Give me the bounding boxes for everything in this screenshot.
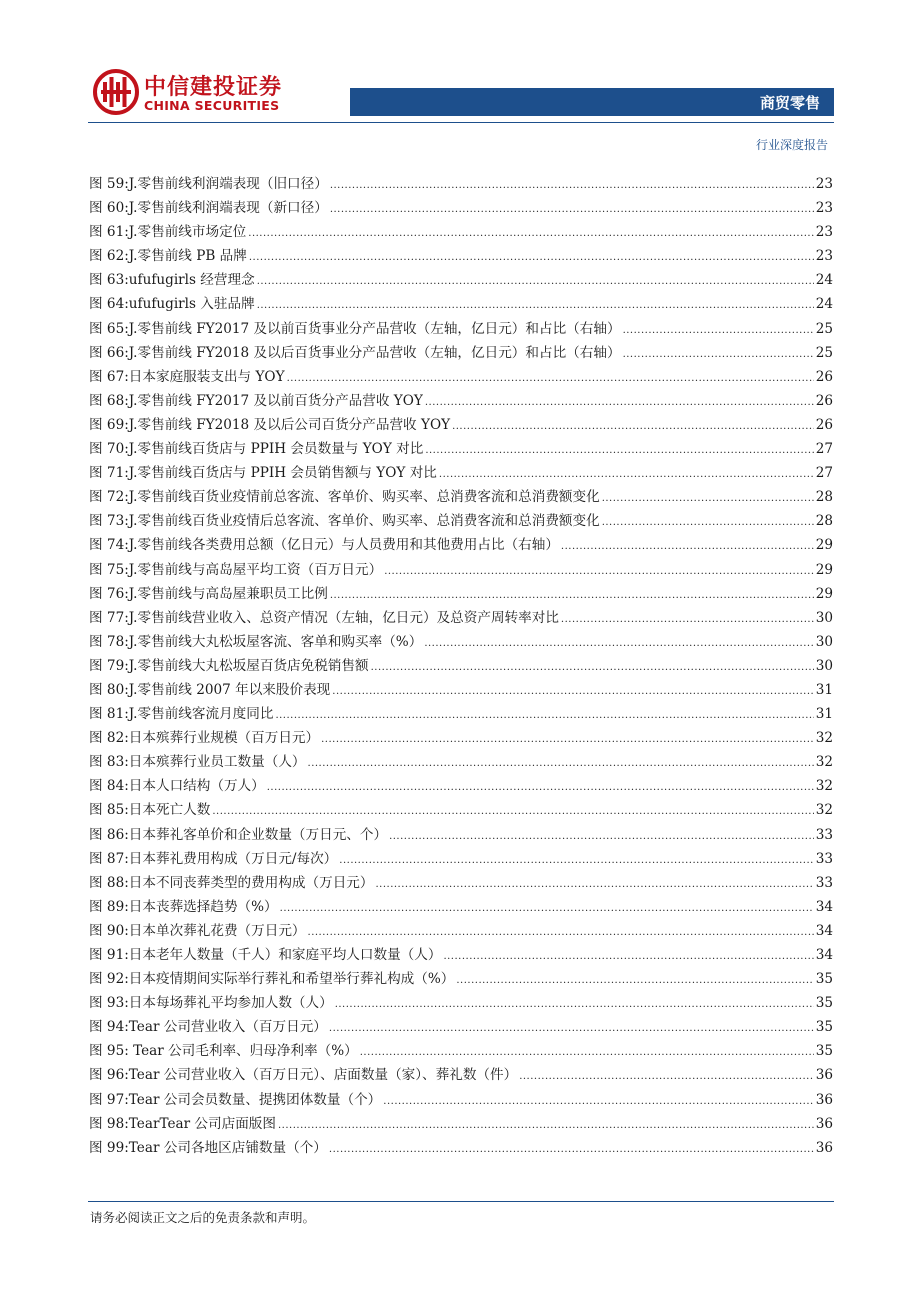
toc-leader-dots: [280, 895, 814, 919]
toc-entry-page: 34: [815, 898, 833, 915]
toc-entry[interactable]: [89, 341, 833, 365]
toc-entry-page: 27: [815, 441, 833, 458]
toc-entry-page: 29: [815, 537, 833, 554]
toc-entry-title: 图 99:Tear 公司各地区店铺数量（个）: [89, 1139, 327, 1156]
toc-entry[interactable]: [89, 292, 833, 316]
sector-banner: [350, 88, 834, 116]
toc-entry[interactable]: [89, 389, 833, 413]
toc-entry-page: 25: [815, 344, 833, 361]
toc-entry-title: 图 75:J.零售前线与高岛屋平均工资（百万日元）: [89, 561, 383, 578]
toc-leader-dots: [329, 1015, 814, 1039]
toc-leader-dots: [383, 1088, 813, 1112]
toc-entry[interactable]: [89, 558, 833, 582]
toc-entry[interactable]: [89, 1136, 833, 1160]
toc-entry-page: 26: [815, 392, 833, 409]
toc-entry[interactable]: [89, 172, 833, 196]
toc-entry[interactable]: [89, 244, 833, 268]
toc-leader-dots: [371, 654, 814, 678]
toc-entry-title: 图 69:J.零售前线 FY2018 及以后公司百货分产品营收 YOY: [89, 416, 451, 433]
toc-leader-dots: [439, 461, 814, 485]
toc-leader-dots: [329, 1136, 814, 1160]
toc-entry-title: 图 79:J.零售前线大丸松坂屋百货店免税销售额: [89, 657, 369, 674]
toc-entry-title: 图 60:J.零售前线利润端表现（新口径）: [89, 200, 328, 217]
toc-entry[interactable]: [89, 317, 833, 341]
toc-entry-title: 图 64:ufufugirls 入驻品牌: [89, 296, 255, 313]
toc-entry-page: 36: [815, 1067, 833, 1084]
toc-entry-page: 28: [815, 513, 833, 530]
toc-entry-page: 33: [815, 874, 833, 891]
toc-leader-dots: [384, 558, 813, 582]
toc-leader-dots: [212, 798, 813, 822]
toc-entry-title: 图 90:日本单次葬礼花费（万日元）: [89, 922, 306, 939]
toc-leader-dots: [339, 847, 813, 871]
toc-entry[interactable]: [89, 437, 833, 461]
toc-entry-title: 图 63:ufufugirls 经营理念: [89, 272, 255, 289]
toc-entry-page: 33: [815, 850, 833, 867]
toc-entry[interactable]: [89, 654, 833, 678]
toc-entry-page: 36: [815, 1139, 833, 1156]
toc-entry[interactable]: [89, 268, 833, 292]
toc-leader-dots: [425, 389, 814, 413]
toc-leader-dots: [321, 726, 814, 750]
toc-leader-dots: [602, 485, 814, 509]
toc-entry-title: 图 96:Tear 公司营业收入（百万日元）、店面数量（家）、葬礼数（件）: [89, 1067, 518, 1084]
toc-leader-dots: [335, 991, 814, 1015]
toc-entry[interactable]: [89, 485, 833, 509]
toc-leader-dots: [623, 341, 814, 365]
toc-entry-title: 图 62:J.零售前线 PB 品牌: [89, 248, 247, 265]
toc-leader-dots: [360, 1039, 814, 1063]
toc-entry[interactable]: [89, 967, 833, 991]
toc-entry-title: 图 91:日本老年人数量（千人）和家庭平均人口数量（人）: [89, 947, 442, 963]
toc-entry-page: 23: [815, 200, 833, 217]
toc-entry-page: 32: [815, 754, 833, 771]
toc-entry-page: 35: [815, 1019, 833, 1036]
footer-disclaimer: 请务必阅读正文之后的免责条款和声明。: [90, 1210, 316, 1225]
toc-entry-title: 图 77:J.零售前线营业收入、总资产情况（左轴，亿日元）及总资产周转率对比: [89, 609, 559, 626]
toc-entry-page: 32: [815, 802, 833, 819]
toc-entry[interactable]: [89, 847, 833, 871]
toc-entry[interactable]: [89, 871, 833, 895]
toc-entry-page: 34: [815, 922, 833, 939]
toc-entry[interactable]: [89, 365, 833, 389]
toc-entry-title: 图 80:J.零售前线 2007 年以来股价表现: [89, 681, 331, 698]
toc-leader-dots: [443, 943, 813, 967]
toc-entry-page: 31: [815, 681, 833, 698]
toc-leader-dots: [249, 244, 814, 268]
toc-entry[interactable]: [89, 943, 833, 967]
china-securities-logo-icon: [92, 68, 140, 116]
toc-entry-title: 图 92:日本疫情期间实际举行葬礼和希望举行葬礼构成（%）: [89, 971, 455, 988]
toc-leader-dots: [561, 606, 814, 630]
toc-entry[interactable]: [89, 823, 833, 847]
toc-leader-dots: [308, 750, 814, 774]
toc-leader-dots: [425, 437, 813, 461]
toc-entry-title: 图 74:J.零售前线各类费用总额（亿日元）与人员费用和其他费用占比（右轴）: [89, 537, 559, 554]
toc-entry[interactable]: [89, 630, 833, 654]
toc-leader-dots: [602, 509, 814, 533]
toc-entry[interactable]: [89, 1112, 833, 1136]
toc-entry-page: 33: [815, 826, 833, 843]
toc-entry[interactable]: [89, 919, 833, 943]
toc-entry[interactable]: [89, 1088, 833, 1112]
toc-entry[interactable]: [89, 726, 833, 750]
toc-entry-title: 图 83:日本殡葬行业员工数量（人）: [89, 754, 306, 771]
toc-entry[interactable]: [89, 509, 833, 533]
toc-entry-page: 30: [815, 633, 833, 650]
toc-leader-dots: [308, 919, 814, 943]
toc-leader-dots: [452, 413, 814, 437]
toc-leader-dots: [267, 774, 814, 798]
toc-entry-title: 图 81:J.零售前线客流月度同比: [89, 706, 274, 723]
toc-entry[interactable]: [89, 196, 833, 220]
toc-leader-dots: [330, 582, 814, 606]
toc-entry-title: 图 70:J.零售前线百货店与 PPIH 会员数量与 YOY 对比: [89, 441, 424, 458]
toc-leader-dots: [248, 220, 813, 244]
toc-entry-page: 31: [815, 706, 833, 723]
toc-leader-dots: [389, 823, 814, 847]
toc-leader-dots: [519, 1063, 813, 1087]
toc-entry-page: 36: [815, 1115, 833, 1132]
toc-entry[interactable]: [89, 702, 833, 726]
toc-entry-page: 23: [815, 224, 833, 241]
toc-entry-page: 26: [815, 368, 833, 385]
toc-entry-title: 图 68:J.零售前线 FY2017 及以前百货分产品营收 YOY: [89, 392, 423, 409]
toc-leader-dots: [456, 967, 813, 991]
figure-list: [89, 172, 833, 1160]
toc-leader-dots: [330, 196, 814, 220]
toc-entry-page: 26: [815, 416, 833, 433]
header-divider: [88, 122, 834, 123]
toc-entry-page: 29: [815, 561, 833, 578]
toc-entry-title: 图 84:日本人口结构（万人）: [89, 778, 265, 795]
toc-leader-dots: [257, 292, 814, 316]
toc-leader-dots: [623, 317, 814, 341]
toc-entry-title: 图 78:J.零售前线大丸松坂屋客流、客单和购买率（%）: [89, 633, 423, 650]
toc-entry-title: 图 89:日本丧葬选择趋势（%）: [89, 898, 278, 915]
toc-entry-title: 图 71:J.零售前线百货店与 PPIH 会员销售额与 YOY 对比: [89, 465, 437, 482]
toc-entry-page: 27: [815, 465, 833, 482]
toc-entry-title: 图 88:日本不同丧葬类型的费用构成（万日元）: [89, 874, 374, 891]
toc-leader-dots: [287, 365, 814, 389]
toc-entry-title: 图 82:日本殡葬行业规模（百万日元）: [89, 730, 320, 747]
toc-leader-dots: [278, 1112, 814, 1136]
toc-entry[interactable]: [89, 413, 833, 437]
toc-entry-page: 36: [815, 1091, 833, 1108]
toc-entry[interactable]: [89, 798, 833, 822]
toc-entry-title: 图 61:J.零售前线市场定位: [89, 224, 247, 241]
toc-entry-page: 25: [815, 320, 833, 337]
toc-entry[interactable]: [89, 991, 833, 1015]
toc-entry[interactable]: [89, 220, 833, 244]
toc-entry-title: 图 66:J.零售前线 FY2018 及以后百货事业分产品营收（左轴，亿日元）和占比（右轴）: [89, 344, 621, 361]
toc-entry-title: 图 93:日本每场葬礼平均参加人数（人）: [89, 995, 333, 1012]
brand-logo: [92, 68, 312, 120]
toc-entry-page: 30: [815, 657, 833, 674]
toc-entry-page: 24: [815, 296, 833, 313]
toc-entry[interactable]: [89, 582, 833, 606]
toc-leader-dots: [330, 172, 814, 196]
toc-leader-dots: [561, 533, 814, 557]
toc-leader-dots: [332, 678, 813, 702]
toc-leader-dots: [257, 268, 814, 292]
toc-entry-page: 32: [815, 778, 833, 795]
toc-entry[interactable]: [89, 1015, 833, 1039]
toc-leader-dots: [375, 871, 813, 895]
toc-entry-title: 图 87:日本葬礼费用构成（万日元/每次）: [89, 850, 338, 867]
toc-entry-page: 34: [815, 947, 833, 963]
toc-entry-page: 29: [815, 585, 833, 602]
toc-entry-page: 24: [815, 272, 833, 289]
toc-entry[interactable]: [89, 895, 833, 919]
toc-entry-page: 35: [815, 971, 833, 988]
toc-entry-title: 图 95: Tear 公司毛利率、归母净利率（%）: [89, 1043, 358, 1060]
toc-entry-title: 图 98:TearTear 公司店面版图: [89, 1115, 276, 1132]
toc-entry[interactable]: [89, 533, 833, 557]
toc-leader-dots: [424, 630, 813, 654]
toc-entry[interactable]: [89, 678, 833, 702]
sector-label: 商贸零售: [759, 94, 820, 112]
toc-entry-page: 32: [815, 730, 833, 747]
toc-entry-title: 图 85:日本死亡人数: [89, 802, 211, 819]
report-type-label: 行业深度报告: [755, 138, 828, 152]
toc-entry[interactable]: [89, 1039, 833, 1063]
toc-entry-page: 35: [815, 995, 833, 1012]
brand-name-cn: 中信建投证券: [144, 75, 283, 100]
page-header: [0, 0, 920, 152]
toc-entry-page: 30: [815, 609, 833, 626]
toc-entry[interactable]: [89, 774, 833, 798]
toc-entry-title: 图 76:J.零售前线与高岛屋兼职员工比例: [89, 585, 328, 602]
toc-entry-title: 图 86:日本葬礼客单价和企业数量（万日元、个）: [89, 826, 388, 843]
toc-entry[interactable]: [89, 606, 833, 630]
toc-entry-title: 图 67:日本家庭服装支出与 YOY: [89, 368, 285, 385]
footer-divider: [88, 1201, 834, 1202]
toc-entry[interactable]: [89, 750, 833, 774]
toc-entry-title: 图 94:Tear 公司营业收入（百万日元）: [89, 1019, 327, 1036]
toc-entry-title: 图 72:J.零售前线百货业疫情前总客流、客单价、购买率、总消费客流和总消费额变化: [89, 489, 600, 506]
brand-name-en: CHINA SECURITIES: [144, 98, 280, 113]
toc-entry[interactable]: [89, 1063, 833, 1087]
toc-entry-page: 35: [815, 1043, 833, 1060]
toc-entry-page: 23: [815, 248, 833, 265]
toc-entry-title: 图 59:J.零售前线利润端表现（旧口径）: [89, 176, 328, 192]
toc-entry-page: 23: [815, 176, 833, 192]
toc-entry-title: 图 97:Tear 公司会员数量、提携团体数量（个）: [89, 1091, 382, 1108]
toc-entry-title: 图 73:J.零售前线百货业疫情后总客流、客单价、购买率、总消费客流和总消费额变化: [89, 513, 600, 530]
toc-leader-dots: [275, 702, 813, 726]
toc-entry-title: 图 65:J.零售前线 FY2017 及以前百货事业分产品营收（左轴，亿日元）和占比（右轴）: [89, 320, 621, 337]
toc-entry-page: 28: [815, 489, 833, 506]
toc-entry[interactable]: [89, 461, 833, 485]
